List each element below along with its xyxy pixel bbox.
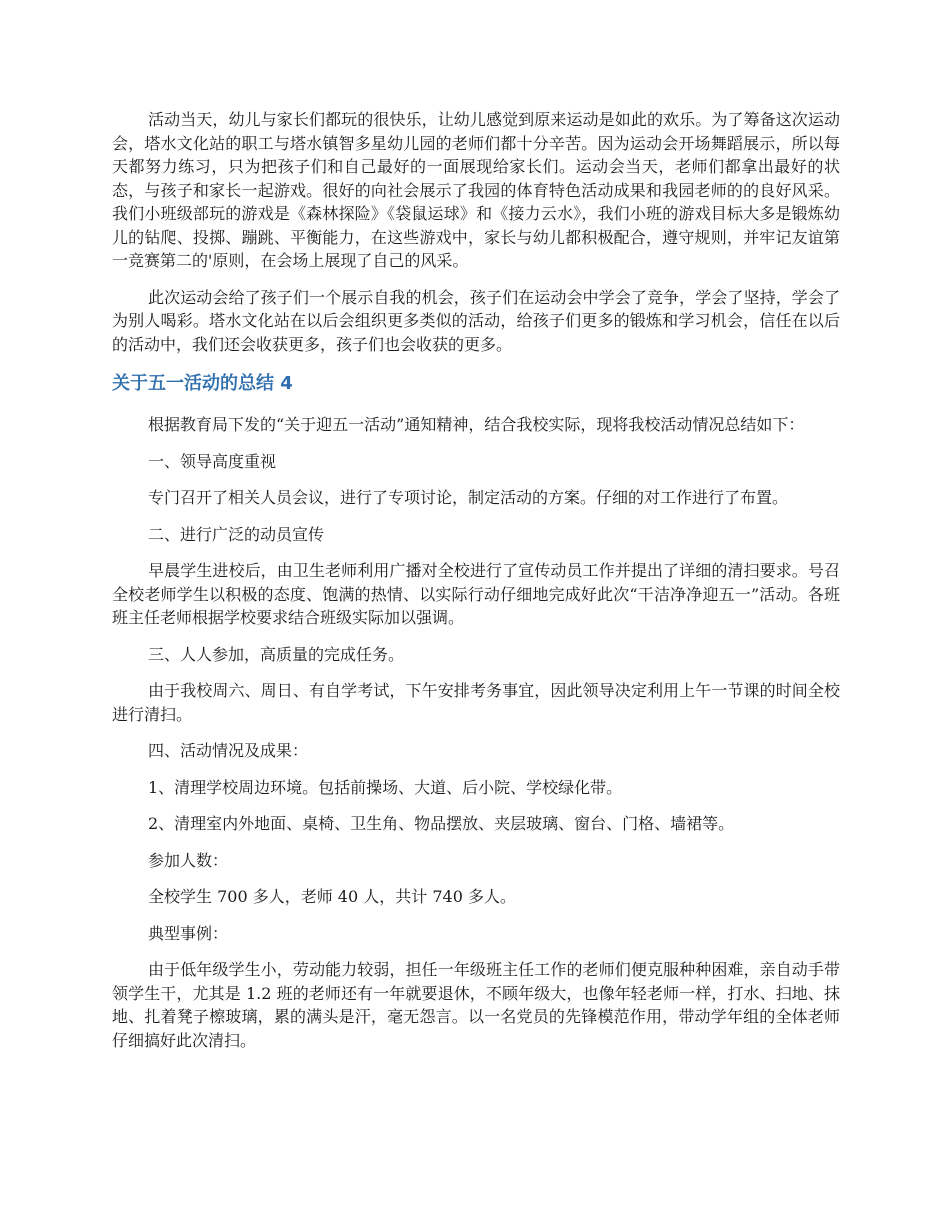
subheading-leadership: 一、领导高度重视: [148, 451, 277, 471]
subheading-results: 四、活动情况及成果：: [148, 741, 309, 760]
list-item-indoor: 2、清理室内外地面、桌椅、卫生角、物品摆放、夹层玻璃、窗台、门格、墙裙等。: [148, 814, 735, 833]
paragraph-broadcast: 早晨学生进校后，由卫生老师利用广播对全校进行了宣传动员工作并提出了详细的清扫要求。号召全校老师学生以积极的态度、饱满的热情、以实际行动仔细地完成好此次“干洁净净迎五一”活动。各班班主任老师根据学校要求结合班级实际加以强调。: [112, 561, 840, 627]
paragraph-meeting: 专门召开了相关人员会议，进行了专项讨论，制定活动的方案。仔细的对工作进行了布置。: [148, 488, 789, 507]
document-page: [112, 108, 840, 1065]
label-participants: 参加人数：: [148, 850, 229, 870]
paragraph-participant-count: 全校学生 700 多人，老师 40 人，共计 740 多人。: [148, 887, 516, 906]
subheading-participation: 三、人人参加，高质量的完成任务。: [148, 644, 405, 664]
paragraph-typical-case: 由于低年级学生小，劳动能力较弱，担任一年级班主任工作的老师们便克服种种困难，亲自动手带领学生干，尤其是 1.2 班的老师还有一年就要退休，不顾年级大，也像年轻老师一样，打水、扫地、抹地、扎着凳子檫玻璃，累的满头是汗，毫无怨言。以一名党员的先锋模范作用，带动学年组的全体老师仔细搞好此次清扫。: [112, 960, 840, 1050]
paragraph-sports-day: 活动当天，幼儿与家长们都玩的很快乐，让幼儿感觉到原来运动是如此的欢乐。为了筹备这次运动会，塔水文化站的职工与塔水镇智多星幼儿园的老师们都十分辛苦。因为运动会开场舞蹈展示，所以每天都努力练习，只为把孩子们和自己最好的一面展现给家长们。运动会当天，老师们都拿出最好的状态，与孩子和家长一起游戏。很好的向社会展示了我园的体育特色活动成果和我园老师的的良好风采。我们小班级部玩的游戏是《森林探险》《袋鼠运球》和《接力云水》，我们小班的游戏目标大多是锻炼幼儿的钻爬、投掷、蹦跳、平衡能力，在这些游戏中，家长与幼儿都积极配合，遵守规则，并牢记友谊第一竞赛第二的'原则，在会场上展现了自己的风采。: [112, 110, 840, 270]
label-typical-cases: 典型事例：: [148, 923, 229, 943]
paragraph-intro: 根据教育局下发的“关于迎五一活动”通知精神，结合我校实际，现将我校活动情况总结如下：: [148, 415, 805, 434]
subheading-publicity: 二、进行广泛的动员宣传: [148, 524, 325, 544]
list-item-surroundings: 1、清理学校周边环境。包括前操场、大道、后小院、学校绿化带。: [148, 777, 623, 797]
section-heading: 关于五一活动的总结 4: [112, 373, 293, 394]
paragraph-sports-day-summary: 此次运动会给了孩子们一个展示自我的机会，孩子们在运动会中学会了竞争，学会了坚持，学会了为别人喝彩。塔水文化站在以后会组织更多类似的活动，给孩子们更多的锻炼和学习机会，信任在以后的活动中，我们还会收获更多，孩子们也会收获的更多。: [112, 287, 840, 354]
paragraph-schedule: 由于我校周六、周日、有自学考试，下午安排考务事宜，因此领导决定利用上午一节课的时间全校进行清扫。: [112, 681, 840, 724]
